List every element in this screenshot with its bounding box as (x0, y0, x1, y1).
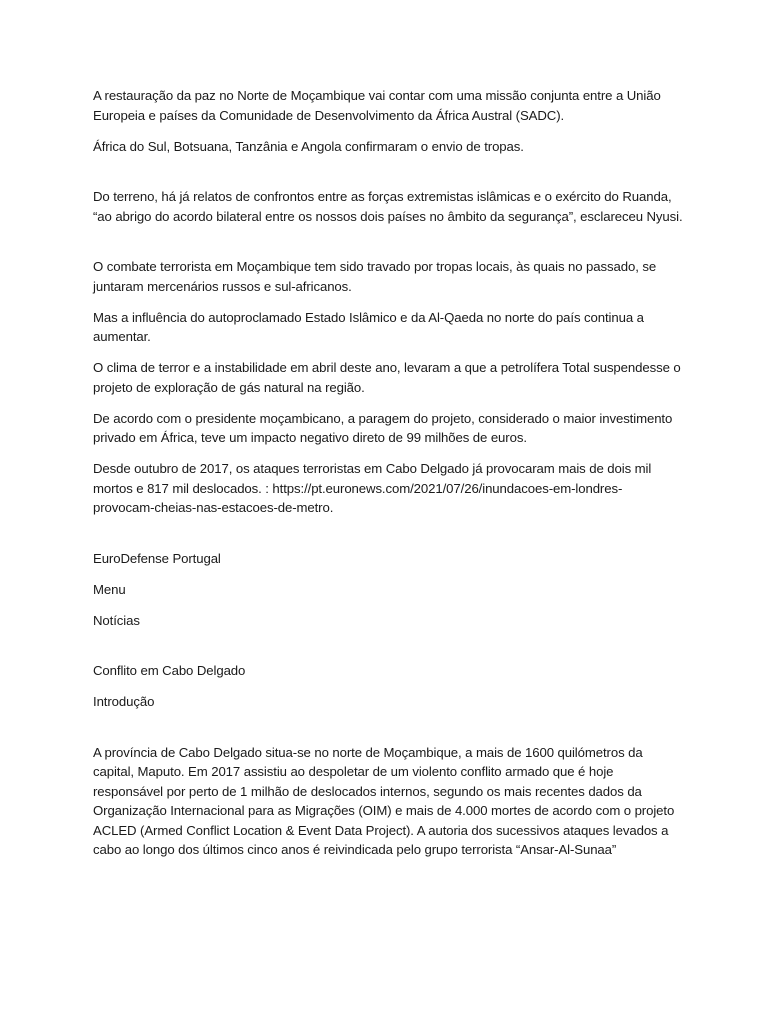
article-title: Conflito em Cabo Delgado (93, 663, 246, 678)
paragraph-influence: Mas a influência do autoproclamado Estado Islâmico e da Al-Qaeda no norte do país continua a aumentar. (93, 309, 644, 344)
heading-eurodefense: EuroDefense Portugal (93, 550, 221, 566)
menu-label: Menu (93, 581, 126, 597)
paragraph-sadc-mission: A restauração da paz no Norte de Moçambique vai contar com uma missão conjunta entre a União Europeia e países da Comunidade de Desenvolvimento da África Austral (SADC). (93, 88, 661, 123)
document-body (93, 86, 683, 871)
paragraph-total: O clima de terror e a instabilidade em abril deste ano, levaram a que a petrolífera Total suspendesse o projeto de exploração de gás natural na região. (93, 360, 681, 395)
paragraph-combat: O combate terrorista em Moçambique tem sido travado por tropas locais, às quais no passado, se juntaram mercenários russos e sul-africanos. (93, 259, 657, 294)
blank-line (93, 529, 683, 549)
section-heading-introduction: Introdução (93, 694, 155, 709)
news-label: Notícias (93, 612, 140, 628)
blank-line (93, 642, 683, 662)
paragraph-rwanda: Do terreno, há já relatos de confrontos entre as forças extremistas islâmicas e o exército do Ruanda, “ao abrigo do acordo bilateral entre os nossos dois países no âmbito da segurança”, esclareceu Nyusi. (93, 189, 683, 224)
blank-line (93, 168, 683, 188)
paragraph-casualties: Desde outubro de 2017, os ataques terroristas em Cabo Delgado já provocaram mais de dois mil mortos e 817 mil deslocados. : https://pt.euronews.com/2021/07/26/inundacoes-em-londres-provocam-cheias-nas-estacoes-de-metro. (93, 461, 652, 515)
paragraph-impact: De acordo com o presidente moçambicano, a paragem do projeto, considerado o maior investimento privado em África, teve um impacto negativo direto de 99 milhões de euros. (93, 410, 673, 445)
blank-line (93, 723, 683, 743)
paragraph-troops: África do Sul, Botsuana, Tanzânia e Angola confirmaram o envio de tropas. (93, 138, 524, 154)
blank-line (93, 238, 683, 258)
paragraph-introduction: A província de Cabo Delgado situa-se no norte de Moçambique, a mais de 1600 quilómetros da capital, Maputo. Em 2017 assistiu ao despoletar de um violento conflito armado que é hoje responsável por perto de 1 milhão de deslocados internos, segundo os mais recentes dados da Organização Internacional para as Migrações (OIM) e mais de 4.000 mortes de acordo com o projeto ACLED (Armed Conflict Location & Event Data Project). A autoria dos sucessivos ataques levados a cabo ao longo dos últimos cinco anos é reivindicada pelo grupo terrorista “Ansar-Al-Sunaa” (93, 744, 675, 857)
